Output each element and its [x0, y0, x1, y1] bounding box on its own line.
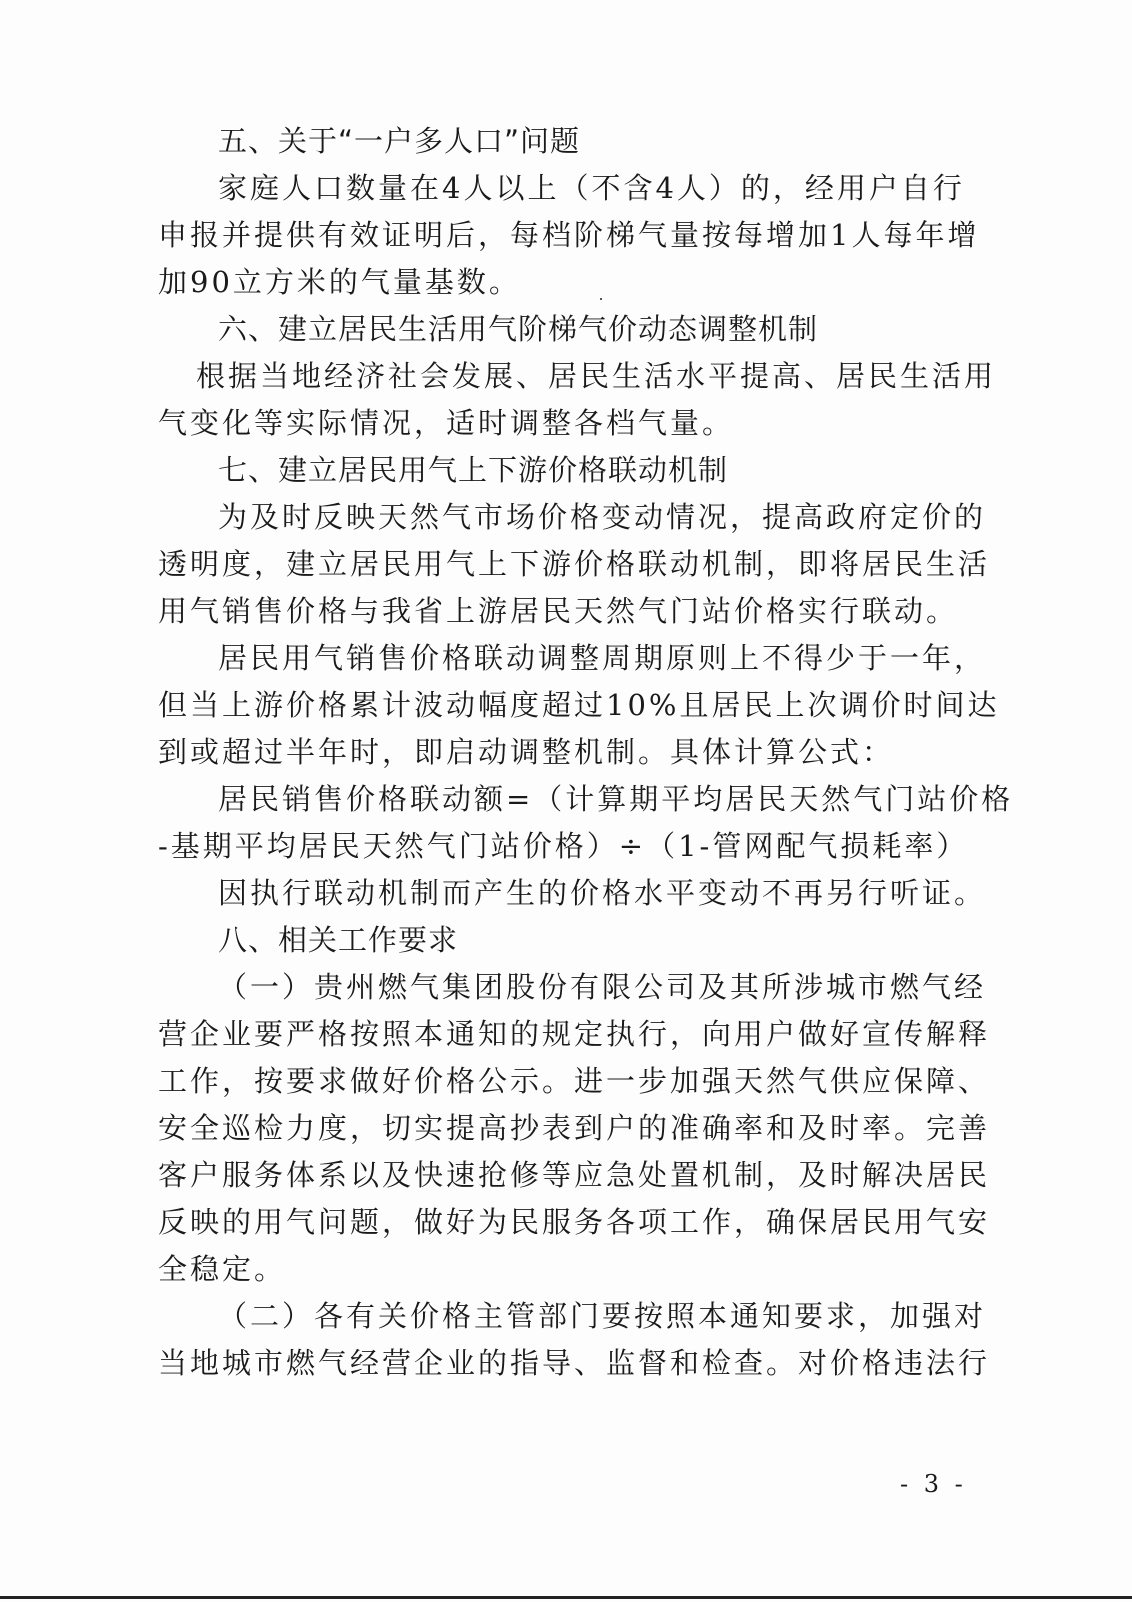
- paragraph-line: 反映的用气问题，做好为民服务各项工作，确保居民用气安: [158, 1205, 991, 1239]
- paragraph-line: 工作，按要求做好价格公示。进一步加强天然气供应保障、: [158, 1064, 991, 1098]
- section-heading-6: 六、建立居民生活用气阶梯气价动态调整机制: [218, 312, 819, 346]
- section-heading-7: 七、建立居民用气上下游价格联动机制: [218, 453, 729, 487]
- section-heading-8: 八、相关工作要求: [218, 923, 459, 957]
- paragraph-line: 透明度，建立居民用气上下游价格联动机制，即将居民生活: [158, 547, 991, 581]
- paragraph-line: 安全巡检力度，切实提高抄表到户的准确率和及时率。完善: [158, 1111, 991, 1145]
- paragraph-line: 加90立方米的气量基数。: [158, 265, 521, 299]
- section-heading-5: 五、关于“一户多人口”问题: [218, 124, 581, 158]
- paragraph-line: 营企业要严格按照本通知的规定执行，向用户做好宣传解释: [158, 1017, 991, 1051]
- paragraph-line: 气变化等实际情况，适时调整各档气量。: [158, 406, 735, 440]
- paragraph-line: 到或超过半年时，即启动调整机制。具体计算公式：: [158, 735, 895, 769]
- formula-line: -基期平均居民天然气门站价格）÷（1-管网配气损耗率）: [158, 829, 969, 863]
- paragraph-line: 但当上游价格累计波动幅度超过10%且居民上次调价时间达: [158, 688, 1000, 722]
- paragraph-line: 根据当地经济社会发展、居民生活水平提高、居民生活用: [196, 359, 997, 393]
- paragraph-line: 客户服务体系以及快速抢修等应急处置机制，及时解决居民: [158, 1158, 991, 1192]
- scan-bottom-edge: [0, 1596, 1132, 1599]
- paragraph-line: 当地城市燃气经营企业的指导、监督和检查。对价格违法行: [158, 1346, 991, 1380]
- formula-line: 居民销售价格联动额=（计算期平均居民天然气门站价格: [218, 782, 1014, 816]
- page-number: - 3 -: [900, 1470, 967, 1498]
- paragraph-line: （一）贵州燃气集团股份有限公司及其所涉城市燃气经: [218, 970, 987, 1004]
- document-body: [158, 118, 1014, 1387]
- paragraph-line: 用气销售价格与我省上游居民天然气门站价格实行联动。: [158, 594, 959, 628]
- paragraph-line: （二）各有关价格主管部门要按照本通知要求，加强对: [218, 1299, 987, 1333]
- paragraph-line: 为及时反映天然气市场价格变动情况，提高政府定价的: [218, 500, 987, 534]
- paragraph-line: 居民用气销售价格联动调整周期原则上不得少于一年，: [218, 641, 987, 675]
- paragraph-line: 申报并提供有效证明后，每档阶梯气量按每增加1人每年增: [158, 218, 980, 252]
- paragraph-line: 家庭人口数量在4人以上（不含4人）的，经用户自行: [218, 171, 965, 205]
- paragraph-line: 因执行联动机制而产生的价格水平变动不再另行听证。: [218, 876, 987, 910]
- paragraph-line: 全稳定。: [158, 1252, 287, 1286]
